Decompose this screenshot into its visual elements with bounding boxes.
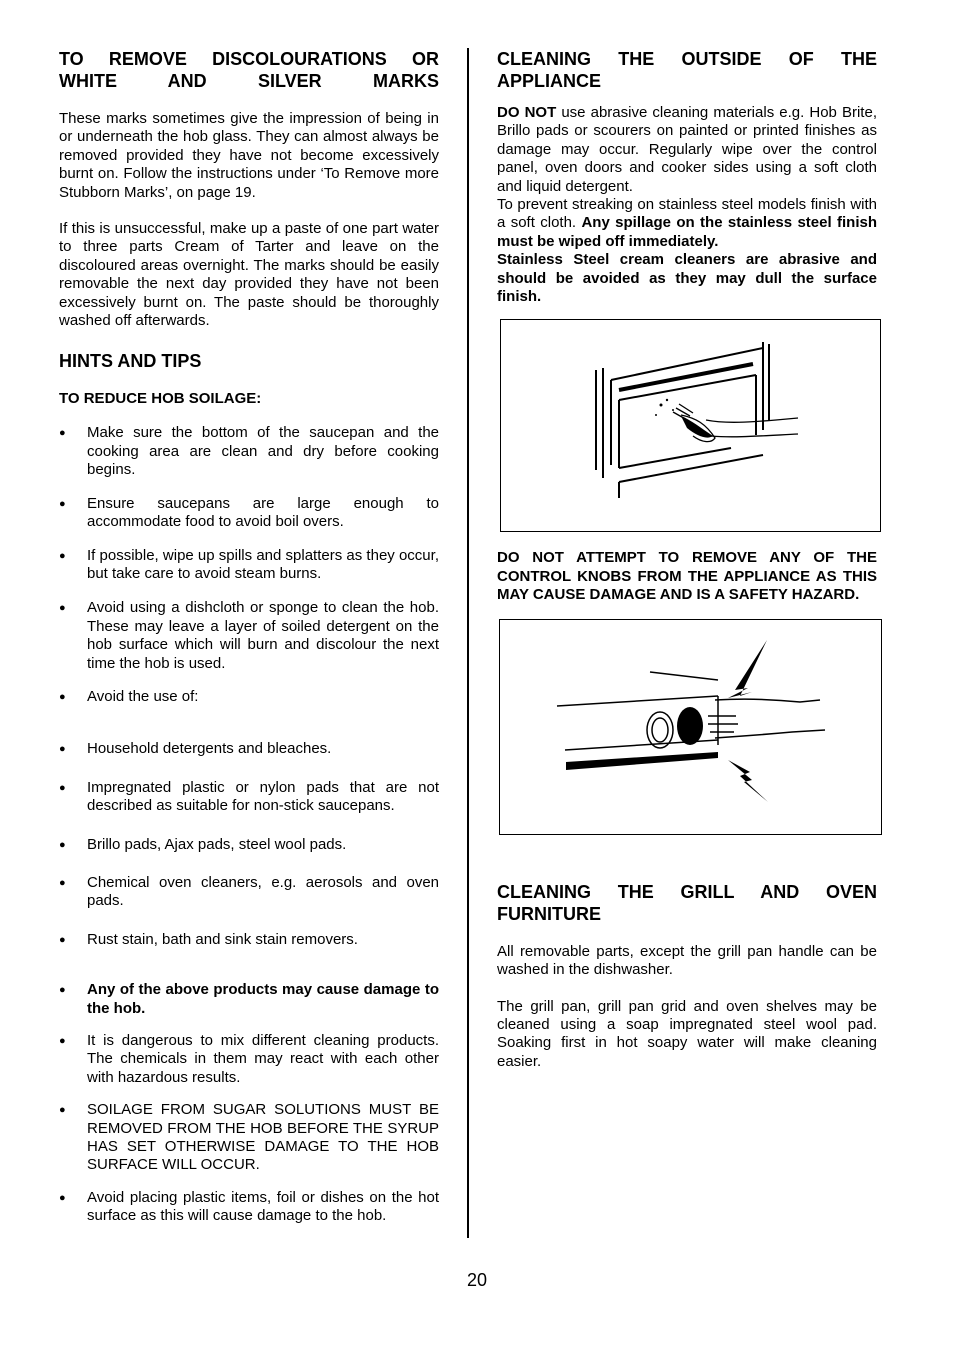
list-item: ● Impregnated plastic or nylon pads that are not described as suitable for non-stick saucepans.: [59, 779, 439, 816]
list-item: ● Make sure the bottom of the saucepan and the cooking area are clean and dry before cooking begins.: [59, 424, 439, 479]
right-column: [497, 48, 877, 1071]
list-item-warning: ● Any of the above products may cause damage to the hob.: [59, 981, 439, 1018]
page-number: 20: [466, 1270, 488, 1290]
list-item: ● Avoid using a dishcloth or sponge to clean the hob. These may leave a layer of soiled detergent on the hob surface which will burn and discolour the next time the hob is used.: [59, 599, 439, 673]
list-item: ● It is dangerous to mix different cleaning products. The chemicals in them may react with each other with hazardous results.: [59, 1032, 439, 1087]
para-stainless: [497, 196, 877, 251]
list-item: ● Household detergents and bleaches.: [59, 740, 439, 758]
stainless-text: To prevent streaking on stainless steel models finish with a soft cloth.: [497, 196, 877, 232]
left-column: [59, 48, 439, 1226]
warning-control-knobs: DO NOT ATTEMPT TO REMOVE ANY OF THE CONTROL KNOBS FROM THE APPLIANCE AS THIS MAY CAUSE DAMAGE AND IS A SAFETY HAZARD.: [497, 549, 877, 604]
do-not-text: use abrasive cleaning materials e.g. Hob Brite, Brillo pads or scourers on painted or printed finishes as damage may occur. Regularly wipe over the control panel, oven doors and cooker sides using a soft cloth and liquid detergent.: [497, 104, 877, 195]
heading-discolourations: TO REMOVE DISCOLOURATIONS OR WHITE AND SILVER MARKS: [59, 49, 439, 91]
stainless-warning: Any spillage on the stainless steel finish must be wiped off immediately.: [497, 214, 878, 250]
para-do-not: [497, 104, 877, 196]
list-item: ● Avoid placing plastic items, foil or dishes on the hot surface as this will cause damage to the hob.: [59, 1189, 439, 1226]
subheading-reduce-soilage: TO REDUCE HOB SOILAGE:: [59, 390, 262, 408]
list-item: ● If possible, wipe up spills and splatters as they occur, but take care to avoid steam burns.: [59, 547, 439, 584]
heading-grill-oven-furniture: CLEANING THE GRILL AND OVEN FURNITURE: [497, 881, 877, 924]
heading-cleaning-outside: CLEANING THE OUTSIDE OF THE APPLIANCE: [497, 49, 877, 91]
para-marks: These marks sometimes give the impression of being in or underneath the hob glass. They can almost always be removed provided they have not become excessively burnt on. Follow the instructions under ‘To Remove more Stubborn Marks’, on page 19.: [59, 110, 439, 201]
do-not-label: DO NOT: [497, 104, 557, 121]
list-item: ● SOILAGE FROM SUGAR SOLUTIONS MUST BE REMOVED FROM THE HOB BEFORE THE SYRUP HAS SET OTHERWISE DAMAGE TO THE HOB SURFACE WILL OCCUR.: [59, 1101, 439, 1175]
oven-door-cleaning-illustration: [500, 319, 881, 532]
list-item: ● Chemical oven cleaners, e.g. aerosols and oven pads.: [59, 874, 439, 911]
para-dishwasher: All removable parts, except the grill pan handle can be washed in the dishwasher.: [497, 942, 877, 979]
control-knob-warning-illustration: [499, 619, 882, 835]
para-paste: If this is unsuccessful, make up a paste of one part water to three parts Cream of Tarter and leave on the discoloured areas overnight. The marks should be easily removable the next day provided they have not been excessively burnt on. The paste should be thoroughly washed off afterwards.: [59, 220, 439, 330]
list-item: ● Rust stain, bath and sink stain removers.: [59, 931, 439, 949]
heading-hints-tips: HINTS AND TIPS: [59, 351, 202, 372]
para-cream-cleaners: Stainless Steel cream cleaners are abrasive and should be avoided as they may dull the surface finish.: [497, 251, 877, 306]
hints-list: [59, 424, 439, 1225]
column-divider: [467, 48, 469, 1238]
para-steel-wool: The grill pan, grill pan grid and oven shelves may be cleaned using a soap impregnated steel wool pad. Soaking first in hot soapy water will make cleaning easier.: [497, 997, 877, 1070]
list-item: ● Brillo pads, Ajax pads, steel wool pads.: [59, 836, 439, 854]
control-knob-drawing: [500, 620, 880, 833]
list-item: ● Avoid the use of:: [59, 688, 439, 706]
list-item: ● Ensure saucepans are large enough to accommodate food to avoid boil overs.: [59, 495, 439, 532]
oven-door-drawing: [501, 320, 879, 530]
